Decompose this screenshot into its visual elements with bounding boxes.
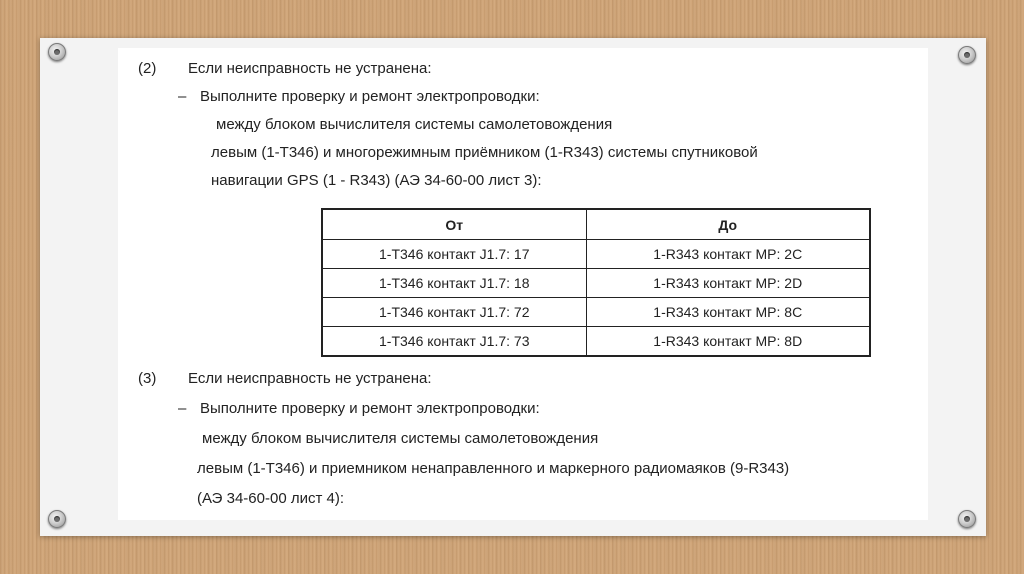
- cell-to: 1-R343 контакт MP: 8C: [586, 298, 870, 327]
- section-3-number: (3): [138, 370, 157, 387]
- section-2-line-1: между блоком вычислителя системы самолетовождения: [216, 116, 613, 133]
- table-row: [322, 269, 870, 298]
- cell-from: 1-Т346 контакт J1.7: 18: [322, 269, 586, 298]
- section-3-action: Выполните проверку и ремонт электропроводки:: [200, 400, 540, 417]
- cell-to: 1-R343 контакт MP: 2C: [586, 240, 870, 269]
- table-row: [322, 240, 870, 269]
- section-3-heading: Если неисправность не устранена:: [188, 370, 432, 387]
- section-2-bullet: –: [178, 88, 187, 105]
- pinned-sheet: [40, 38, 986, 536]
- cell-from: 1-Т346 контакт J1.7: 73: [322, 327, 586, 357]
- section-3-line-1: между блоком вычислителя системы самолетовождения: [202, 430, 599, 447]
- document-content: [118, 48, 928, 520]
- section-2-heading: Если неисправность не устранена:: [188, 60, 432, 77]
- section-3-bullet: –: [178, 400, 187, 417]
- pin-icon: [958, 510, 976, 528]
- pin-icon: [48, 510, 66, 528]
- section-2-line-3: навигации GPS (1 - R343) (АЭ 34-60-00 лист 3):: [211, 172, 542, 189]
- section-2-line-2: левым (1-Т346) и многорежимным приёмником (1-R343) системы спутниковой: [211, 144, 758, 161]
- section-3-line-2: левым (1-Т346) и приемником ненаправленного и маркерного радиомаяков (9-R343): [197, 460, 790, 477]
- cell-to: 1-R343 контакт MP: 2D: [586, 269, 870, 298]
- section-2-number: (2): [138, 60, 157, 77]
- column-header-from: От: [322, 209, 586, 240]
- table-row: [322, 298, 870, 327]
- section-3-line-3: (АЭ 34-60-00 лист 4):: [197, 490, 345, 507]
- cell-from: 1-Т346 контакт J1.7: 72: [322, 298, 586, 327]
- column-header-to: До: [586, 209, 870, 240]
- table-header-row: [322, 209, 870, 240]
- section-2-action: Выполните проверку и ремонт электропроводки:: [200, 88, 540, 105]
- cell-to: 1-R343 контакт MP: 8D: [586, 327, 870, 357]
- wiring-table: [321, 208, 871, 357]
- pin-icon: [958, 46, 976, 64]
- cell-from: 1-Т346 контакт J1.7: 17: [322, 240, 586, 269]
- table-row: [322, 327, 870, 357]
- pin-icon: [48, 43, 66, 61]
